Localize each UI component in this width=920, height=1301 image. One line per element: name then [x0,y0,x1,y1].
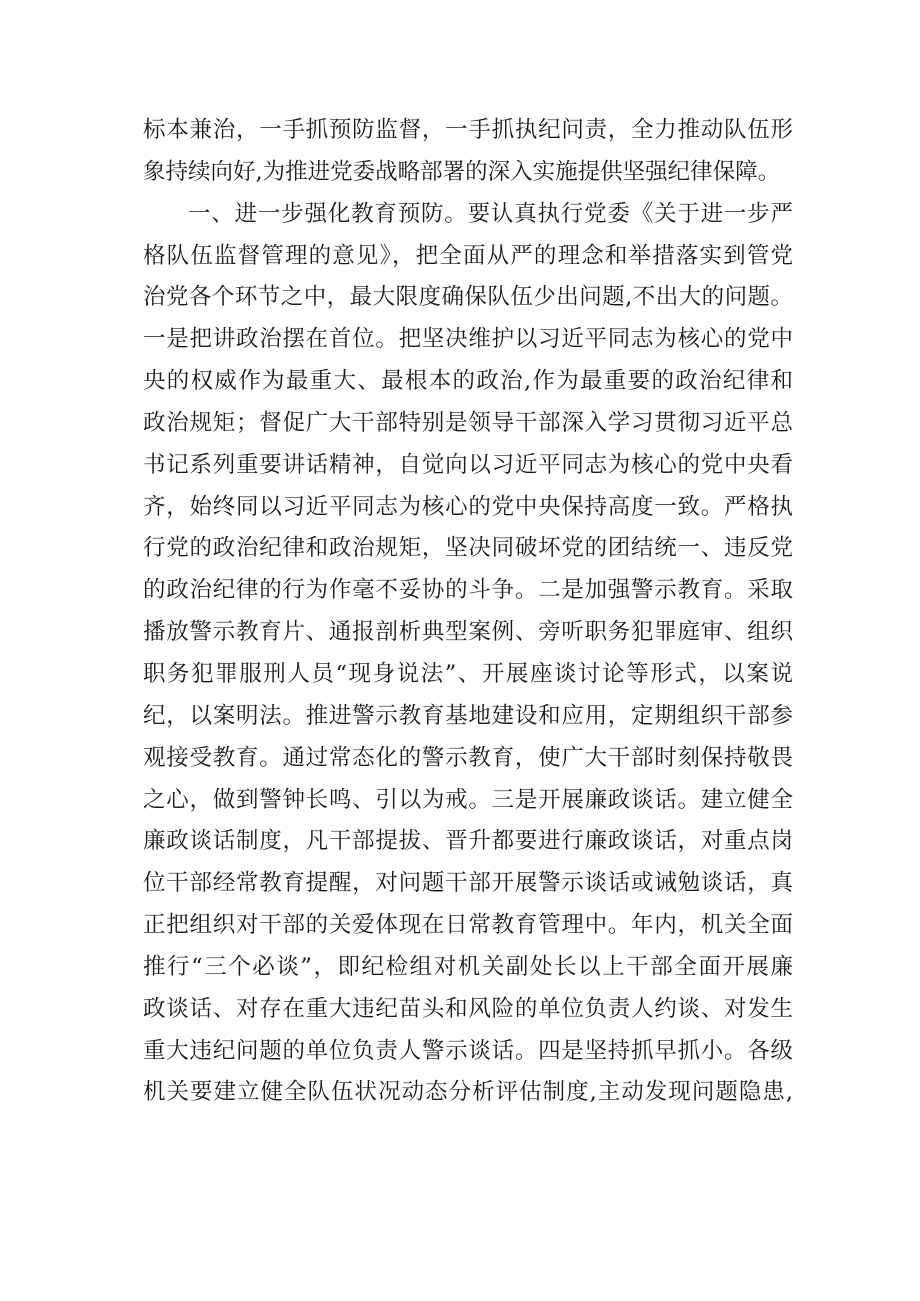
text-line: 一、进一步强化教育预防。要认真执行党委《关于进一步严 [188,200,793,227]
text-line: 央的权威作为最重大、最根本的政治,作为最重要的政治纪律和 [143,368,793,395]
text-line: 纪，以案明法。推进警示教育基地建设和应用，定期组织干部参 [143,702,793,729]
text-line: 之心，做到警钟长鸣、引以为戒。三是开展廉政谈话。建立健全 [143,786,793,813]
text-line: 的政治纪律的行为作毫不妥协的斗争。二是加强警示教育。采取 [143,577,793,604]
text-line: 政谈话、对存在重大违纪苗头和风险的单位负责人约谈、对发生 [143,995,793,1022]
text-line: 位干部经常教育提醒，对问题干部开展警示谈话或诫勉谈话，真 [143,870,793,897]
text-line: 推行“三个必谈”，即纪检组对机关副处长以上干部全面开展廉 [143,953,793,980]
text-line: 格队伍监督管理的意见》，把全面从严的理念和举措落实到管党 [143,242,793,269]
text-line: 行党的政治纪律和政治规矩，坚决同破坏党的团结统一、违反党 [143,535,793,562]
text-line: 书记系列重要讲话精神，自觉向以习近平同志为核心的党中央看 [143,451,793,478]
text-line: 象持续向好,为推进党委战略部署的深入实施提供坚强纪律保障。 [143,158,781,185]
text-line: 职务犯罪服刑人员“现身说法”、开展座谈讨论等形式，以案说 [143,660,793,687]
text-line: 标本兼治，一手抓预防监督，一手抓执纪问责，全力推动队伍形 [143,117,793,143]
document-body [143,110,793,1114]
text-line: 齐，始终同以习近平同志为核心的党中央保持高度一致。严格执 [143,493,793,520]
text-line: 政治规矩；督促广大干部特别是领导干部深入学习贯彻习近平总 [143,409,793,436]
text-line: 正把组织对干部的关爱体现在日常教育管理中。年内，机关全面 [143,912,793,939]
text-line: 一是把讲政治摆在首位。把坚决维护以习近平同志为核心的党中 [143,326,793,353]
text-line: 机关要建立健全队伍状况动态分析评估制度,主动发现问题隐患, [143,1079,793,1106]
text-line: 播放警示教育片、通报剖析典型案例、旁听职务犯罪庭审、组织 [143,619,793,646]
text-line: 观接受教育。通过常态化的警示教育，使广大干部时刻保持敬畏 [143,744,793,771]
text-line: 重大违纪问题的单位负责人警示谈话。四是坚持抓早抓小。各级 [143,1037,793,1064]
text-line: 廉政谈话制度，凡干部提拔、晋升都要进行廉政谈话，对重点岗 [143,828,793,855]
text-line: 治党各个环节之中，最大限度确保队伍少出问题,不出大的问题。 [143,284,793,311]
